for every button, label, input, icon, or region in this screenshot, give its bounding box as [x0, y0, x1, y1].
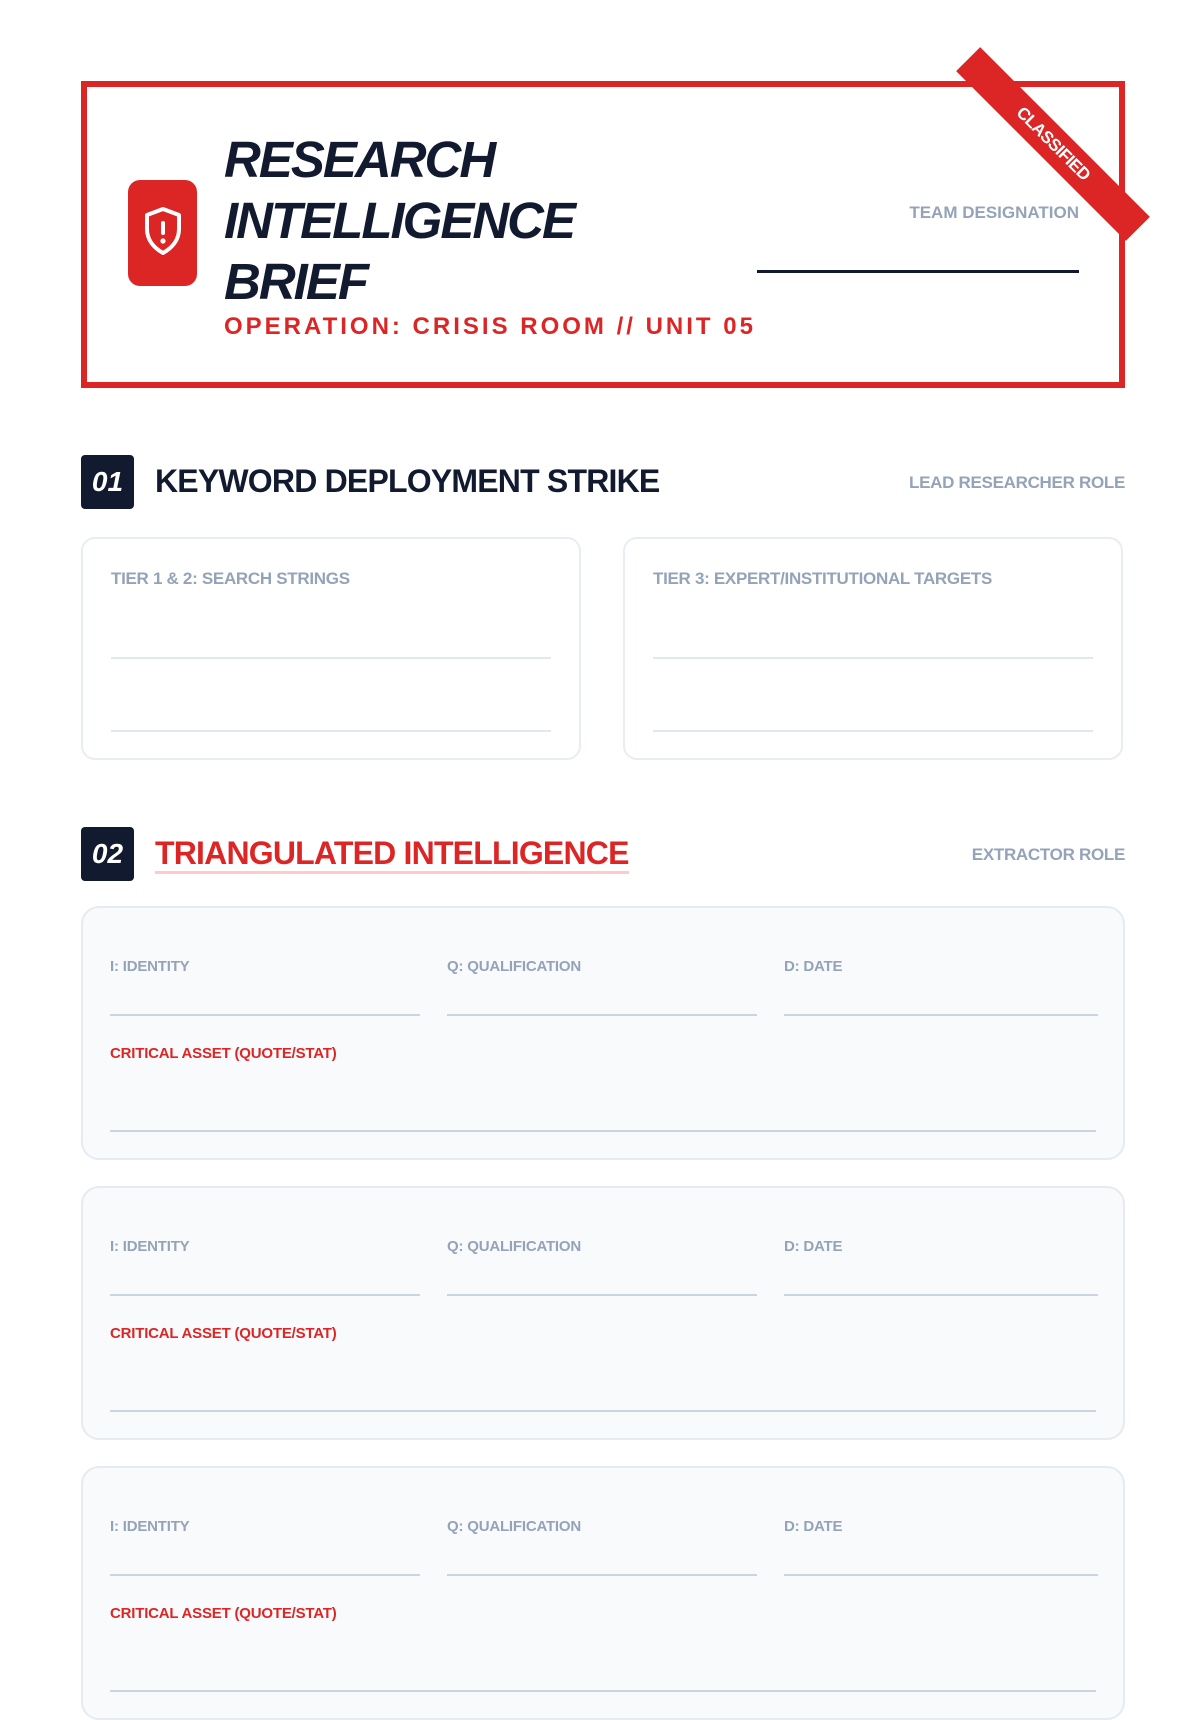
- card-label: TIER 3: EXPERT/INSTITUTIONAL TARGETS: [653, 569, 992, 588]
- section-role: EXTRACTOR ROLE: [971, 845, 1125, 864]
- identity-field[interactable]: [110, 1574, 420, 1576]
- shield-alert-icon: [140, 204, 186, 263]
- write-line[interactable]: [653, 657, 1093, 659]
- critical-asset-label: CRITICAL ASSET (QUOTE/STAT): [110, 1605, 337, 1622]
- brief-header: [81, 81, 1125, 388]
- section-role: LEAD RESEARCHER ROLE: [909, 473, 1125, 492]
- identity-field[interactable]: [110, 1294, 420, 1296]
- team-designation-label: TEAM DESIGNATION: [909, 203, 1079, 222]
- qualification-label: Q: QUALIFICATION: [447, 958, 582, 975]
- search-strings-card: [81, 537, 581, 760]
- critical-asset-field[interactable]: [110, 1130, 1096, 1132]
- critical-asset-field[interactable]: [110, 1690, 1096, 1692]
- date-label: D: DATE: [784, 1518, 843, 1535]
- qualification-field[interactable]: [447, 1014, 757, 1016]
- intel-entry-card: [81, 906, 1125, 1160]
- qualification-field[interactable]: [447, 1574, 757, 1576]
- section-intelligence-header: [81, 827, 1125, 881]
- identity-field[interactable]: [110, 1014, 420, 1016]
- shield-badge: [128, 180, 197, 286]
- page-title: RESEARCH INTELLIGENCE BRIEF: [224, 131, 575, 310]
- section-keyword-header: [81, 455, 1125, 509]
- write-line[interactable]: [653, 730, 1093, 732]
- team-designation-field[interactable]: [757, 270, 1079, 273]
- identity-label: I: IDENTITY: [110, 1518, 190, 1535]
- identity-label: I: IDENTITY: [110, 958, 190, 975]
- identity-label: I: IDENTITY: [110, 1238, 190, 1255]
- expert-targets-card: [623, 537, 1123, 760]
- qualification-field[interactable]: [447, 1294, 757, 1296]
- section-number: 01: [81, 455, 134, 509]
- intel-entry-card: [81, 1186, 1125, 1440]
- date-field[interactable]: [784, 1014, 1098, 1016]
- date-field[interactable]: [784, 1574, 1098, 1576]
- critical-asset-label: CRITICAL ASSET (QUOTE/STAT): [110, 1325, 337, 1342]
- critical-asset-field[interactable]: [110, 1410, 1096, 1412]
- date-label: D: DATE: [784, 958, 843, 975]
- write-line[interactable]: [111, 730, 551, 732]
- critical-asset-label: CRITICAL ASSET (QUOTE/STAT): [110, 1045, 337, 1062]
- date-label: D: DATE: [784, 1238, 843, 1255]
- qualification-label: Q: QUALIFICATION: [447, 1518, 582, 1535]
- write-line[interactable]: [111, 657, 551, 659]
- date-field[interactable]: [784, 1294, 1098, 1296]
- section-title: KEYWORD DEPLOYMENT STRIKE: [155, 463, 660, 499]
- card-label: TIER 1 & 2: SEARCH STRINGS: [111, 569, 350, 588]
- section-title: TRIANGULATED INTELLIGENCE: [155, 835, 629, 874]
- section-number: 02: [81, 827, 134, 881]
- qualification-label: Q: QUALIFICATION: [447, 1238, 582, 1255]
- page-subtitle: OPERATION: CRISIS ROOM // UNIT 05: [224, 313, 756, 340]
- classified-ribbon: CLASSIFIED: [956, 47, 1150, 241]
- intel-entry-card: [81, 1466, 1125, 1720]
